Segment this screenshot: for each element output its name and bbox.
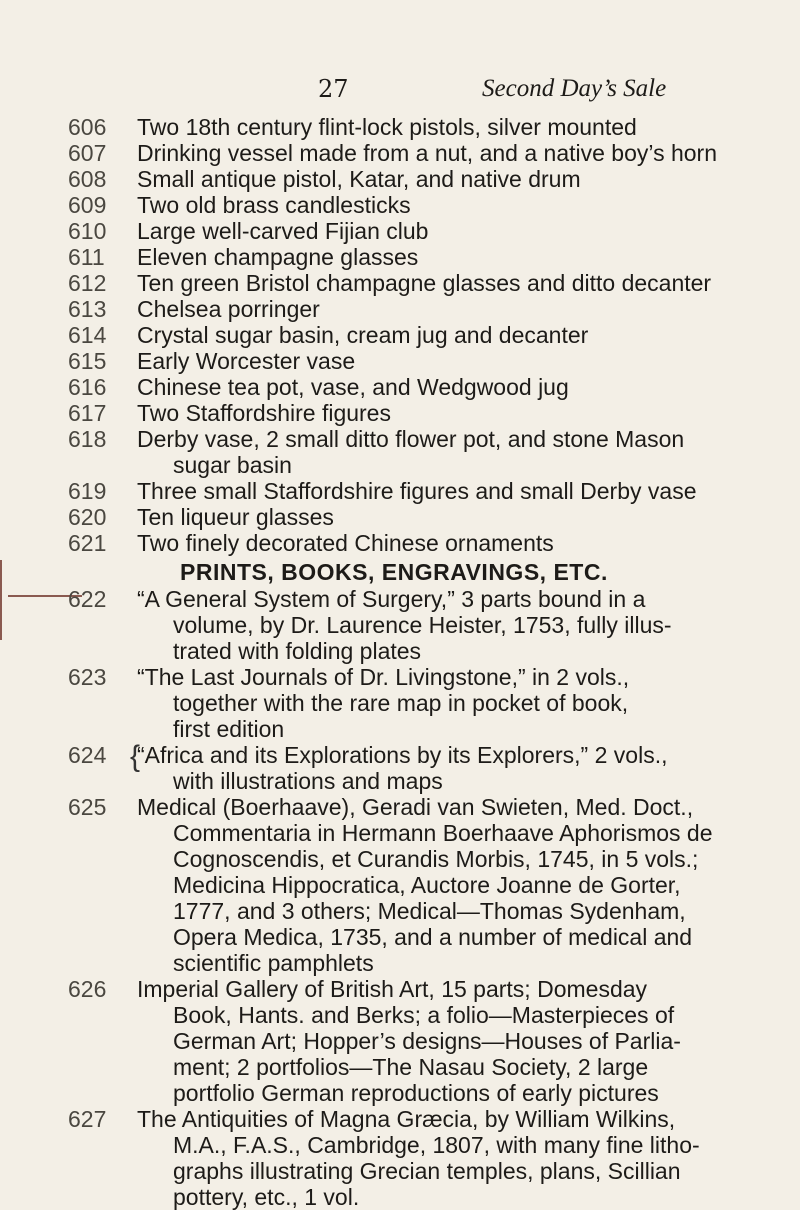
- lot-description: [137, 1106, 777, 1210]
- lot-description-line: together with the rare map in pocket of book,: [173, 690, 629, 716]
- lot-description-line: Eleven champagne glasses: [137, 244, 419, 270]
- lot-number: 609: [68, 192, 107, 218]
- lot-number: 623: [68, 664, 107, 690]
- lot-description: [137, 244, 777, 270]
- lot-number: 626: [68, 976, 107, 1002]
- lot-description-line: pottery, etc., 1 vol.: [173, 1184, 360, 1210]
- lot-entry: [0, 140, 800, 166]
- lot-number: 617: [68, 400, 107, 426]
- lot-entry: [0, 322, 800, 348]
- lot-number: 613: [68, 296, 107, 322]
- lot-description-line: Medicina Hippocratica, Auctore Joanne de Gorter,: [173, 872, 681, 898]
- lot-description: [137, 166, 777, 192]
- lot-description-line: Cognoscendis, et Curandis Morbis, 1745, in 5 vols.;: [173, 846, 699, 872]
- lot-description: [137, 114, 777, 140]
- lot-number: 627: [68, 1106, 107, 1132]
- lot-description-line: “The Last Journals of Dr. Livingstone,” in 2 vols.,: [137, 664, 630, 690]
- lot-description-line: volume, by Dr. Laurence Heister, 1753, fully illus-: [173, 612, 672, 638]
- lot-entry: [0, 192, 800, 218]
- lot-description: [137, 218, 777, 244]
- lot-description-line: “Africa and its Explorations by its Explorers,” 2 vols.,: [137, 742, 668, 768]
- lot-description-line: Opera Medica, 1735, and a number of medical and: [173, 924, 693, 950]
- lot-number: 622: [68, 586, 107, 612]
- lot-description-line: German Art; Hopper’s designs—Houses of Parlia-: [173, 1028, 681, 1054]
- lot-description-line: Imperial Gallery of British Art, 15 parts; Domesday: [137, 976, 648, 1002]
- lot-description-line: portfolio German reproductions of early pictures: [173, 1080, 659, 1106]
- lot-entry: [0, 586, 800, 664]
- lot-number: 621: [68, 530, 107, 556]
- lot-number: 618: [68, 426, 107, 452]
- lot-description: [137, 976, 777, 1106]
- lot-entry: [0, 976, 800, 1106]
- lot-description-line: Two finely decorated Chinese ornaments: [137, 530, 554, 556]
- lot-number: 612: [68, 270, 107, 296]
- lot-list: [0, 114, 800, 1210]
- lot-description: [137, 400, 777, 426]
- lot-number: 620: [68, 504, 107, 530]
- lot-description: [137, 270, 777, 296]
- lot-number: 614: [68, 322, 107, 348]
- lot-number: 616: [68, 374, 107, 400]
- lot-entry: [0, 1106, 800, 1210]
- lot-number: 606: [68, 114, 107, 140]
- lot-description: [137, 374, 777, 400]
- lot-description: [137, 664, 777, 742]
- lot-entry: [0, 244, 800, 270]
- lot-description-line: Two Staffordshire figures: [137, 400, 391, 426]
- lot-description-line: Medical (Boerhaave), Geradi van Swieten, Med. Doct.,: [137, 794, 694, 820]
- lot-description-line: Crystal sugar basin, cream jug and decanter: [137, 322, 589, 348]
- lot-description-line: scientific pamphlets: [173, 950, 374, 976]
- section-heading: PRINTS, BOOKS, ENGRAVINGS, ETC.: [180, 559, 608, 585]
- lot-description-line: 1777, and 3 others; Medical—Thomas Sydenham,: [173, 898, 686, 924]
- lot-description-line: trated with folding plates: [173, 638, 422, 664]
- lot-description-line: Large well-carved Fijian club: [137, 218, 429, 244]
- lot-description: [137, 426, 777, 478]
- lot-entry: [0, 530, 800, 556]
- lot-entry: [0, 166, 800, 192]
- lot-description: [137, 348, 777, 374]
- lot-number: 611: [68, 244, 105, 270]
- lot-description-line: graphs illustrating Grecian temples, plans, Scillian: [173, 1158, 681, 1184]
- lot-entry: [0, 374, 800, 400]
- lot-number: 615: [68, 348, 107, 374]
- lot-entry: [0, 218, 800, 244]
- lot-description-line: M.A., F.A.S., Cambridge, 1807, with many fine litho-: [173, 1132, 700, 1158]
- page-number: 27: [318, 75, 349, 103]
- lot-description-line: “A General System of Surgery,” 3 parts bound in a: [137, 586, 646, 612]
- lot-description-line: Ten liqueur glasses: [137, 504, 334, 530]
- lot-description: [137, 140, 777, 166]
- lot-description-line: sugar basin: [173, 452, 292, 478]
- lot-description: [137, 530, 777, 556]
- lot-description-line: Commentaria in Hermann Boerhaave Aphorismos de: [173, 820, 713, 846]
- lot-description: [137, 322, 777, 348]
- lot-number: 625: [68, 794, 107, 820]
- lot-description: [137, 192, 777, 218]
- lot-entry: [0, 426, 800, 478]
- lot-description-line: Two old brass candlesticks: [137, 192, 411, 218]
- lot-entry: [0, 296, 800, 322]
- page-header: [0, 75, 800, 105]
- lot-description: [137, 586, 777, 664]
- lot-description-line: Early Worcester vase: [137, 348, 356, 374]
- lot-description-line: Chelsea porringer: [137, 296, 320, 322]
- lot-entry: [0, 348, 800, 374]
- lot-entry: [0, 742, 800, 794]
- lot-description: [137, 794, 777, 976]
- lot-number: 607: [68, 140, 107, 166]
- lot-description: [137, 478, 777, 504]
- lot-description-line: Three small Staffordshire figures and small Derby vase: [137, 478, 697, 504]
- lot-description-line: The Antiquities of Magna Græcia, by William Wilkins,: [137, 1106, 676, 1132]
- lot-description-line: Derby vase, 2 small ditto flower pot, and stone Mason: [137, 426, 685, 452]
- lot-description-line: ment; 2 portfolios—The Nasau Society, 2 large: [173, 1054, 649, 1080]
- lot-description-line: with illustrations and maps: [173, 768, 443, 794]
- lot-entry: [0, 400, 800, 426]
- lot-description-line: Small antique pistol, Katar, and native drum: [137, 166, 581, 192]
- lot-description: [137, 742, 777, 794]
- lot-description-line: Book, Hants. and Berks; a folio—Masterpieces of: [173, 1002, 675, 1028]
- lot-entry: [0, 794, 800, 976]
- lot-number: 619: [68, 478, 107, 504]
- lot-entry: [0, 664, 800, 742]
- lot-description-line: Chinese tea pot, vase, and Wedgwood jug: [137, 374, 569, 400]
- lot-number: 624: [68, 742, 107, 768]
- lot-description-line: first edition: [173, 716, 285, 742]
- lot-description-line: Two 18th century flint-lock pistols, silver mounted: [137, 114, 637, 140]
- lot-entry: [0, 114, 800, 140]
- lot-entry: [0, 478, 800, 504]
- running-head: Second Day’s Sale: [482, 75, 667, 102]
- lot-entry: [0, 504, 800, 530]
- lot-description-line: Drinking vessel made from a nut, and a native boy’s horn: [137, 140, 717, 166]
- lot-entry: [0, 270, 800, 296]
- lot-number: 610: [68, 218, 107, 244]
- lot-number: 608: [68, 166, 107, 192]
- lot-description: [137, 296, 777, 322]
- lot-description: [137, 504, 777, 530]
- brace-mark: {: [130, 740, 141, 773]
- lot-description-line: Ten green Bristol champagne glasses and ditto decanter: [137, 270, 712, 296]
